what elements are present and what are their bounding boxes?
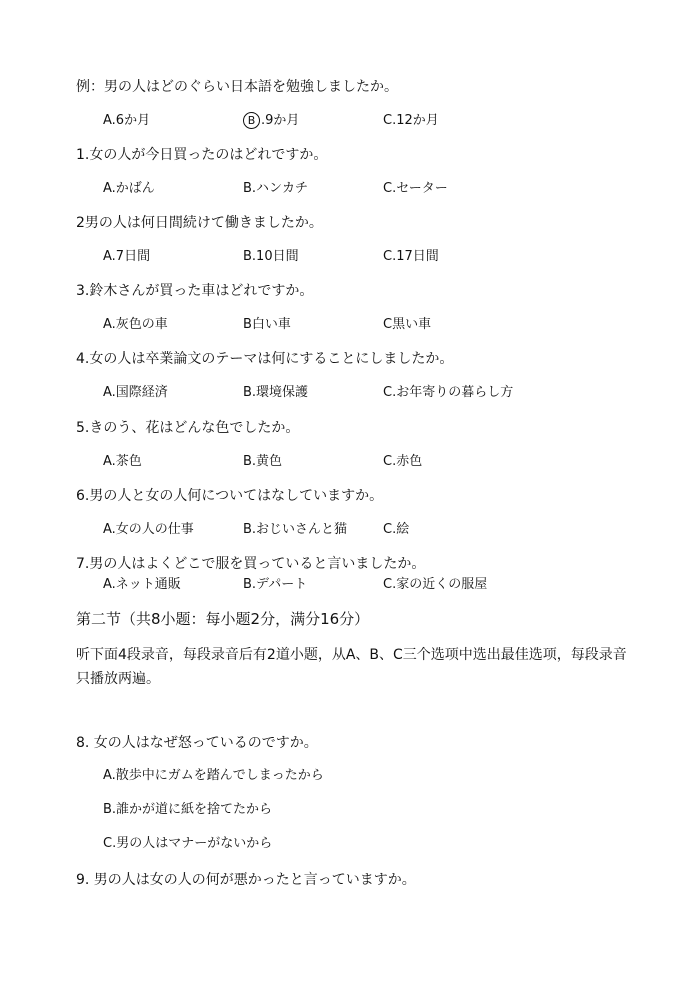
question-2-option-b: B.10日間: [243, 249, 299, 264]
question-5: 5.きのう、花はどんな色でしたか。: [76, 420, 300, 436]
question-1-option-c: C.セーター: [383, 181, 448, 196]
example-question: 例：男の人はどのぐらい日本語を勉強しましたか。: [76, 79, 398, 95]
question-5-option-c: C.赤色: [383, 454, 423, 469]
question-3-option-b: B白い車: [243, 317, 291, 332]
question-3: 3.鈴木さんが買った車はどれですか。: [76, 283, 314, 299]
question-1-option-a: A.かばん: [103, 181, 155, 196]
question-7-option-c: C.家の近くの服屋: [383, 577, 488, 592]
section-2-title: 第二节（共8小题：每小题2分，满分16分）: [76, 610, 370, 628]
question-8-option-b: B.誰かが道に紙を捨てたから: [103, 802, 273, 817]
example-option-c: C.12か月: [383, 113, 439, 128]
question-3-option-c: C黒い車: [383, 317, 432, 332]
question-4-option-b: B.環境保護: [243, 385, 309, 400]
example-option-b-text: .9か月: [261, 113, 300, 128]
question-7: 7.男の人はよくどこで服を買っていると言いましたか。: [76, 556, 426, 572]
example-option-b: [243, 111, 299, 131]
question-8-option-c: C.男の人はマナーがないから: [103, 836, 273, 851]
question-1: 1.女の人が今日買ったのはどれですか。: [76, 147, 328, 163]
question-9: 9. 男の人は女の人の何が悪かったと言っていますか。: [76, 872, 416, 888]
question-4-option-c: C.お年寄りの暮らし方: [383, 385, 514, 400]
circled-answer-mark: B: [243, 112, 260, 129]
question-4-option-a: A.国際経済: [103, 385, 168, 400]
question-4: 4.女の人は卒業論文のテーマは何にすることにしましたか。: [76, 351, 454, 367]
question-6-option-c: C.絵: [383, 522, 410, 537]
question-8-option-a: A.散歩中にガムを踏んでしまったから: [103, 768, 324, 783]
example-option-a: A.6か月: [103, 113, 151, 128]
question-2-option-a: A.7日間: [103, 249, 151, 264]
question-7-option-b: B.デパート: [243, 577, 308, 592]
section-2-instructions: 听下面4段录音，每段录音后有2道小题，从A、B、C三个选项中选出最佳选项，每段录音只播放两遍。: [76, 647, 627, 687]
question-1-option-b: B.ハンカチ: [243, 181, 309, 196]
question-7-option-a: A.ネット通販: [103, 577, 181, 592]
question-2: 2男の人は何日間続けて働きましたか。: [76, 215, 323, 231]
question-8: 8. 女の人はなぜ怒っているのですか。: [76, 735, 318, 751]
question-6: 6.男の人と女の人何についてはなしていますか。: [76, 488, 384, 504]
question-3-option-a: A.灰色の車: [103, 317, 168, 332]
question-5-option-b: B.黄色: [243, 454, 283, 469]
question-6-option-b: B.おじいさんと猫: [243, 522, 348, 537]
question-6-option-a: A.女の人の仕事: [103, 522, 194, 537]
question-5-option-a: A.茶色: [103, 454, 142, 469]
question-2-option-c: C.17日間: [383, 249, 439, 264]
